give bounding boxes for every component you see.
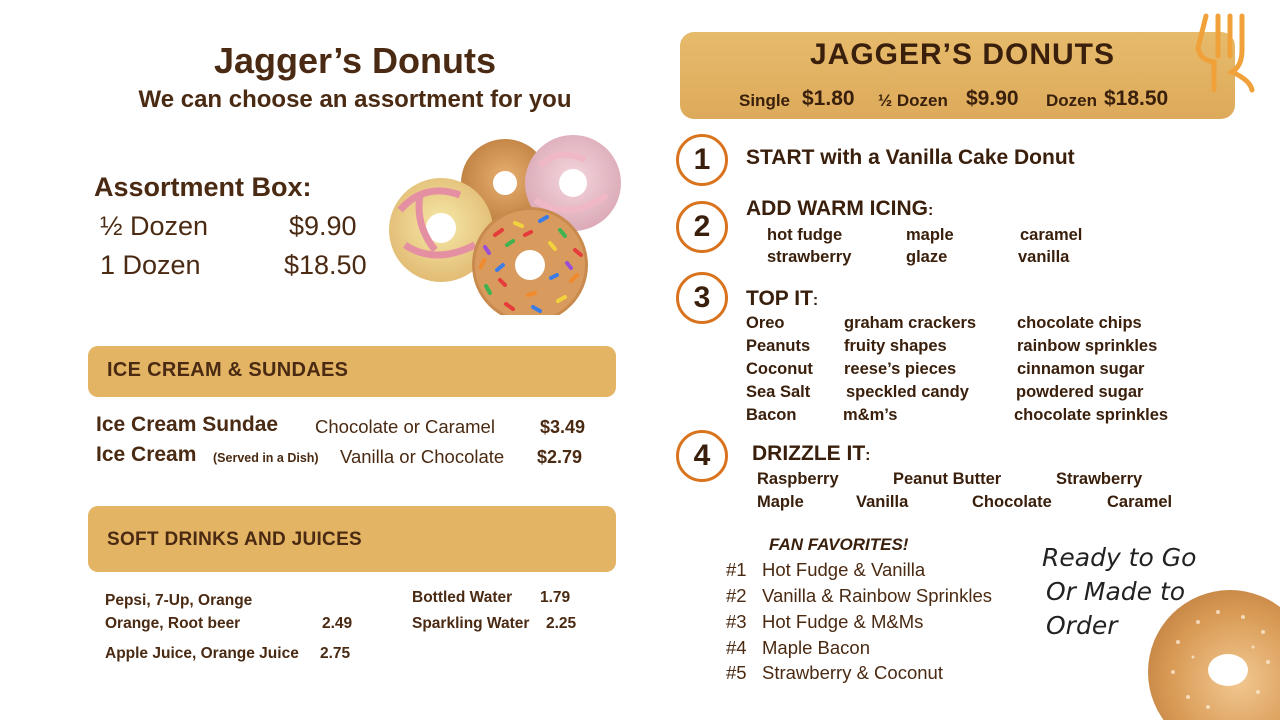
drizzle-strawberry: Strawberry — [1056, 470, 1143, 488]
favorite-1-num: #1 — [726, 559, 747, 580]
drizzle-raspberry: Raspberry — [757, 470, 839, 488]
ice-cream-options: Vanilla or Chocolate — [340, 446, 505, 467]
soda-price: 2.49 — [322, 615, 353, 632]
sundae-price: $3.49 — [540, 417, 586, 437]
soda-line-2: Orange, Root beer — [105, 615, 241, 632]
step-3-badge: 3 — [676, 272, 728, 324]
page-title: Jagger’s Donuts — [213, 40, 497, 81]
topping-rainbow: rainbow sprinkles — [1017, 337, 1158, 355]
assortment-dozen-price: $18.50 — [284, 250, 367, 280]
favorite-2-num: #2 — [726, 585, 747, 606]
step-2-text: ADD WARM ICING: — [746, 197, 934, 220]
step-4-badge: 4 — [676, 430, 728, 482]
sugar-donut-image — [1148, 582, 1280, 720]
favorite-5-text: Strawberry & Coconut — [762, 662, 943, 683]
favorite-5-num: #5 — [726, 662, 747, 683]
topping-reeses: reese’s pieces — [844, 360, 957, 378]
icing-hot-fudge: hot fudge — [767, 226, 843, 244]
icing-maple: maple — [906, 226, 954, 244]
topping-graham: graham crackers — [844, 314, 977, 332]
ready-line-3: Order — [1046, 611, 1118, 640]
favorite-4-text: Maple Bacon — [762, 637, 870, 658]
topping-bacon: Bacon — [746, 406, 797, 424]
assortment-half-label: ½ Dozen — [100, 211, 209, 241]
icing-caramel: caramel — [1020, 226, 1083, 244]
assortment-half-price: $9.90 — [289, 211, 357, 241]
topping-choc-chips: chocolate chips — [1017, 314, 1142, 332]
price-half-value: $9.90 — [966, 87, 1019, 110]
price-dozen-value: $18.50 — [1104, 87, 1169, 110]
step-1-text: START with a Vanilla Cake Donut — [746, 146, 1075, 169]
ice-cream-name: Ice Cream — [96, 443, 197, 466]
price-dozen-label: Dozen — [1046, 91, 1097, 110]
soda-line-1: Pepsi, 7-Up, Orange — [105, 592, 253, 609]
page-subtitle: We can choose an assortment for you — [138, 86, 572, 113]
sparkling-price: 2.25 — [546, 615, 577, 632]
topping-oreo: Oreo — [746, 314, 785, 332]
icing-strawberry: strawberry — [767, 248, 852, 266]
ice-cream-section-heading: ICE CREAM & SUNDAES — [107, 359, 349, 381]
favorite-3-num: #3 — [726, 611, 747, 632]
ice-cream-price: $2.79 — [537, 447, 583, 467]
sundae-name: Ice Cream Sundae — [96, 413, 279, 436]
donut-cluster-image — [385, 125, 630, 315]
favorite-4-num: #4 — [726, 637, 747, 658]
drizzle-peanut-butter: Peanut Butter — [893, 470, 1002, 488]
water-label: Bottled Water — [412, 589, 513, 606]
topping-peanuts: Peanuts — [746, 337, 811, 355]
water-price: 1.79 — [540, 589, 571, 606]
icing-glaze: glaze — [906, 248, 948, 266]
ready-line-1: Ready to Go — [1042, 543, 1197, 572]
price-half-label: ½ Dozen — [878, 91, 948, 110]
topping-powdered: powdered sugar — [1016, 383, 1144, 401]
juice-label: Apple Juice, Orange Juice — [105, 645, 299, 662]
step-4-text: DRIZZLE IT: — [752, 442, 871, 465]
drizzle-caramel: Caramel — [1107, 493, 1173, 511]
price-single-label: Single — [739, 91, 791, 110]
topping-sea-salt: Sea Salt — [746, 383, 811, 401]
assortment-dozen-label: 1 Dozen — [100, 250, 201, 280]
drizzle-vanilla: Vanilla — [856, 493, 909, 511]
topping-fruity: fruity shapes — [844, 337, 947, 355]
topping-coconut: Coconut — [746, 360, 813, 378]
favorite-3-text: Hot Fudge & M&Ms — [762, 611, 924, 632]
drizzle-chocolate: Chocolate — [972, 493, 1052, 511]
icing-vanilla: vanilla — [1018, 248, 1070, 266]
favorite-2-text: Vanilla & Rainbow Sprinkles — [762, 585, 992, 606]
favorite-1-text: Hot Fudge & Vanilla — [762, 559, 926, 580]
juice-price: 2.75 — [320, 645, 351, 662]
topping-choc-sprinkles: chocolate sprinkles — [1014, 406, 1169, 424]
topping-speckled: speckled candy — [846, 383, 969, 401]
sundae-options: Chocolate or Caramel — [315, 416, 495, 437]
favorites-heading: FAN FAVORITES! — [769, 535, 909, 554]
drinks-section-heading: SOFT DRINKS AND JUICES — [107, 529, 363, 550]
ready-line-2: Or Made to — [1046, 577, 1186, 606]
step-1-badge: 1 — [676, 134, 728, 186]
sparkling-label: Sparkling Water — [412, 615, 530, 632]
price-single-value: $1.80 — [802, 87, 855, 110]
banner-title: JAGGER’S DONUTS — [809, 38, 1116, 71]
step-3-text: TOP IT: — [746, 287, 819, 310]
topping-mms: m&m’s — [843, 406, 898, 424]
drizzle-maple: Maple — [757, 493, 804, 511]
fork-logo-icon — [1192, 10, 1258, 94]
ice-cream-note: (Served in a Dish) — [213, 451, 319, 465]
topping-cinnamon: cinnamon sugar — [1017, 360, 1145, 378]
assortment-heading: Assortment Box: — [94, 172, 312, 202]
step-2-badge: 2 — [676, 201, 728, 253]
